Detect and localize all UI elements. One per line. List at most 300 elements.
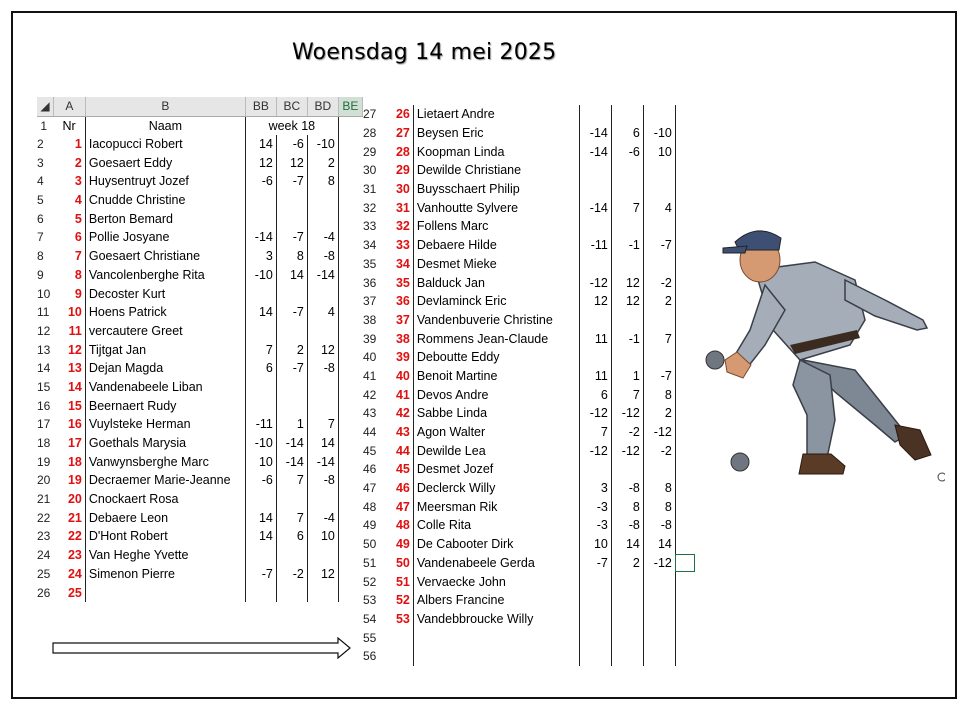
player-number[interactable]: 44	[379, 441, 413, 460]
score-bc[interactable]: -1	[611, 329, 643, 348]
player-number[interactable]: 32	[379, 217, 413, 236]
player-number[interactable]: 53	[379, 610, 413, 629]
player-name[interactable]: Balduck Jan	[413, 273, 579, 292]
player-name[interactable]: Agon Walter	[413, 423, 579, 442]
score-bb[interactable]: 14	[245, 527, 276, 546]
player-number[interactable]: 34	[379, 255, 413, 274]
row-number[interactable]: 2	[37, 137, 44, 152]
score-bd[interactable]: 4	[307, 303, 338, 322]
row-number[interactable]: 26	[37, 585, 51, 600]
row-number[interactable]: 4	[37, 174, 44, 189]
empty-cell[interactable]	[338, 228, 362, 247]
player-number[interactable]: 37	[379, 311, 413, 330]
player-name[interactable]: Vandenbuverie Christine	[413, 311, 579, 330]
score-bc[interactable]: 7	[611, 198, 643, 217]
score-bd[interactable]	[307, 191, 338, 210]
score-bb[interactable]	[245, 322, 276, 341]
row-number[interactable]: 41	[363, 368, 377, 383]
score-bc[interactable]: -7	[276, 359, 307, 378]
score-bd[interactable]	[643, 105, 675, 124]
empty-cell[interactable]	[675, 311, 695, 330]
player-name[interactable]: Goesaert Christiane	[85, 247, 245, 266]
score-bb[interactable]: -14	[579, 124, 611, 143]
empty-cell[interactable]	[675, 367, 695, 386]
player-number[interactable]: 51	[379, 572, 413, 591]
score-bc[interactable]	[611, 180, 643, 199]
player-number[interactable]: 5	[53, 209, 85, 228]
player-number[interactable]: 24	[53, 565, 85, 584]
empty-cell[interactable]	[675, 292, 695, 311]
row-number[interactable]: 12	[37, 323, 51, 338]
empty-cell[interactable]	[675, 554, 695, 573]
row-number[interactable]: 34	[363, 238, 377, 253]
player-name[interactable]: Koopman Linda	[413, 142, 579, 161]
score-bc[interactable]: 12	[611, 273, 643, 292]
empty-cell[interactable]	[675, 572, 695, 591]
empty-cell[interactable]	[338, 172, 362, 191]
score-bb[interactable]: 14	[245, 303, 276, 322]
score-bc[interactable]	[611, 105, 643, 124]
empty-cell[interactable]	[338, 266, 362, 285]
score-bb[interactable]: -10	[245, 434, 276, 453]
player-name[interactable]: Vandenabeele Liban	[85, 378, 245, 397]
player-number[interactable]: 23	[53, 546, 85, 565]
empty-cell[interactable]	[338, 303, 362, 322]
row-number[interactable]: 46	[363, 462, 377, 477]
row-number[interactable]: 53	[363, 593, 377, 608]
naam-header[interactable]: Naam	[85, 116, 245, 135]
player-name[interactable]: Follens Marc	[413, 217, 579, 236]
empty-cell[interactable]	[675, 497, 695, 516]
score-bd[interactable]: 14	[643, 535, 675, 554]
score-bb[interactable]: 12	[245, 153, 276, 172]
score-bd[interactable]: -10	[643, 124, 675, 143]
player-number[interactable]: 20	[53, 490, 85, 509]
column-header-b[interactable]: B	[85, 97, 245, 116]
score-bd[interactable]: -10	[307, 135, 338, 154]
row-number[interactable]: 32	[363, 200, 377, 215]
score-bc[interactable]: -14	[276, 434, 307, 453]
player-number[interactable]: 41	[379, 385, 413, 404]
score-bb[interactable]	[579, 161, 611, 180]
player-name[interactable]: Vuylsteke Herman	[85, 415, 245, 434]
score-bb[interactable]: 14	[245, 508, 276, 527]
score-bc[interactable]: 14	[276, 266, 307, 285]
score-bd[interactable]	[307, 546, 338, 565]
score-bc[interactable]: 6	[276, 527, 307, 546]
score-bd[interactable]	[307, 209, 338, 228]
player-name[interactable]: Dewilde Christiane	[413, 161, 579, 180]
row-number[interactable]: 15	[37, 379, 51, 394]
score-bd[interactable]: 2	[643, 292, 675, 311]
score-bb[interactable]: 7	[579, 423, 611, 442]
score-bc[interactable]: -2	[276, 565, 307, 584]
score-bd[interactable]: -12	[643, 423, 675, 442]
empty-cell[interactable]	[675, 236, 695, 255]
score-bb[interactable]	[245, 546, 276, 565]
score-bb[interactable]	[579, 217, 611, 236]
row-number[interactable]: 43	[363, 406, 377, 421]
score-bc[interactable]	[611, 311, 643, 330]
score-bd[interactable]: -14	[307, 452, 338, 471]
player-name[interactable]: Huysentruyt Jozef	[85, 172, 245, 191]
score-bd[interactable]: -4	[307, 508, 338, 527]
score-bc[interactable]: -7	[276, 228, 307, 247]
score-bb[interactable]: -10	[245, 266, 276, 285]
row-number[interactable]: 47	[363, 481, 377, 496]
player-number[interactable]: 8	[53, 266, 85, 285]
empty-cell[interactable]	[675, 535, 695, 554]
player-number[interactable]: 31	[379, 198, 413, 217]
row-number[interactable]: 14	[37, 361, 51, 376]
player-number[interactable]: 2	[53, 153, 85, 172]
empty-cell[interactable]	[675, 217, 695, 236]
player-name[interactable]	[85, 583, 245, 602]
score-bb[interactable]: -7	[245, 565, 276, 584]
score-bc[interactable]	[276, 322, 307, 341]
player-number[interactable]: 52	[379, 591, 413, 610]
player-number[interactable]: 36	[379, 292, 413, 311]
score-bc[interactable]: 6	[611, 124, 643, 143]
empty-cell[interactable]	[675, 628, 695, 647]
player-name[interactable]: Decraemer Marie-Jeanne	[85, 471, 245, 490]
row-number[interactable]: 8	[37, 249, 44, 264]
score-bc[interactable]: -1	[611, 236, 643, 255]
empty-cell[interactable]	[675, 348, 695, 367]
player-number[interactable]: 48	[379, 516, 413, 535]
score-bd[interactable]: 8	[307, 172, 338, 191]
score-bb[interactable]	[245, 378, 276, 397]
row-number[interactable]: 17	[37, 417, 51, 432]
row-number[interactable]: 38	[363, 312, 377, 327]
empty-cell[interactable]	[675, 161, 695, 180]
player-name[interactable]: Vanhoutte Sylvere	[413, 198, 579, 217]
score-bb[interactable]	[579, 610, 611, 629]
player-number[interactable]: 18	[53, 452, 85, 471]
score-bb[interactable]: -14	[245, 228, 276, 247]
empty-cell[interactable]	[338, 284, 362, 303]
row-number[interactable]: 30	[363, 163, 377, 178]
player-name[interactable]: Vancolenberghe Rita	[85, 266, 245, 285]
score-bb[interactable]	[579, 105, 611, 124]
score-bc[interactable]	[611, 591, 643, 610]
player-number[interactable]: 29	[379, 161, 413, 180]
score-bd[interactable]	[643, 348, 675, 367]
empty-cell[interactable]	[338, 322, 362, 341]
empty-cell[interactable]	[675, 423, 695, 442]
row-number[interactable]: 6	[37, 211, 44, 226]
player-number[interactable]: 12	[53, 340, 85, 359]
player-name[interactable]: Albers Francine	[413, 591, 579, 610]
score-bd[interactable]: -2	[643, 273, 675, 292]
row-number[interactable]: 49	[363, 518, 377, 533]
player-name[interactable]: Goethals Marysia	[85, 434, 245, 453]
row-number[interactable]: 28	[363, 126, 377, 141]
score-bb[interactable]	[579, 348, 611, 367]
column-header-be[interactable]: BE	[338, 97, 362, 116]
empty-cell[interactable]	[675, 124, 695, 143]
score-bc[interactable]	[276, 284, 307, 303]
player-number[interactable]: 45	[379, 460, 413, 479]
row-number[interactable]: 45	[363, 443, 377, 458]
player-number[interactable]	[379, 628, 413, 647]
score-bb[interactable]	[579, 180, 611, 199]
empty-cell[interactable]	[338, 527, 362, 546]
player-number[interactable]: 14	[53, 378, 85, 397]
player-name[interactable]: Iacopucci Robert	[85, 135, 245, 154]
player-number[interactable]: 19	[53, 471, 85, 490]
score-bb[interactable]	[579, 460, 611, 479]
empty-cell[interactable]	[338, 247, 362, 266]
row-number[interactable]: 50	[363, 537, 377, 552]
score-bb[interactable]: -12	[579, 441, 611, 460]
row-number[interactable]: 3	[37, 155, 44, 170]
empty-cell[interactable]	[338, 135, 362, 154]
row-number[interactable]: 27	[363, 107, 377, 122]
score-bd[interactable]: 4	[643, 198, 675, 217]
row-number[interactable]: 7	[37, 230, 44, 245]
score-bd[interactable]: -2	[643, 441, 675, 460]
row-number[interactable]: 19	[37, 454, 51, 469]
score-bd[interactable]	[307, 322, 338, 341]
score-bd[interactable]	[307, 583, 338, 602]
player-name[interactable]: Beysen Eric	[413, 124, 579, 143]
score-bd[interactable]: 7	[307, 415, 338, 434]
empty-cell[interactable]	[338, 153, 362, 172]
score-bd[interactable]	[643, 311, 675, 330]
row-number[interactable]: 56	[363, 649, 377, 664]
score-bc[interactable]: -8	[611, 479, 643, 498]
player-number[interactable]: 11	[53, 322, 85, 341]
player-number[interactable]: 22	[53, 527, 85, 546]
player-number[interactable]: 7	[53, 247, 85, 266]
player-name[interactable]: Rommens Jean-Claude	[413, 329, 579, 348]
player-number[interactable]: 47	[379, 497, 413, 516]
score-bd[interactable]	[643, 572, 675, 591]
score-bc[interactable]	[276, 546, 307, 565]
player-number[interactable]: 39	[379, 348, 413, 367]
empty-cell[interactable]	[338, 471, 362, 490]
player-name[interactable]: Deboutte Eddy	[413, 348, 579, 367]
player-name[interactable]: Vanwynsberghe Marc	[85, 452, 245, 471]
empty-cell[interactable]	[675, 105, 695, 124]
player-name[interactable]: Van Heghe Yvette	[85, 546, 245, 565]
score-bb[interactable]: -12	[579, 404, 611, 423]
score-bb[interactable]: 6	[245, 359, 276, 378]
score-bd[interactable]: -8	[307, 359, 338, 378]
player-number[interactable]: 25	[53, 583, 85, 602]
player-number[interactable]: 30	[379, 180, 413, 199]
score-bb[interactable]: -12	[579, 273, 611, 292]
player-name[interactable]: Simenon Pierre	[85, 565, 245, 584]
score-bc[interactable]	[611, 572, 643, 591]
score-bb[interactable]: 10	[245, 452, 276, 471]
empty-cell[interactable]	[338, 452, 362, 471]
score-bb[interactable]: -6	[245, 471, 276, 490]
score-bc[interactable]: 14	[611, 535, 643, 554]
player-name[interactable]: Debaere Leon	[85, 508, 245, 527]
player-number[interactable]: 26	[379, 105, 413, 124]
player-number[interactable]: 49	[379, 535, 413, 554]
score-bc[interactable]: -6	[611, 142, 643, 161]
column-header-bd[interactable]: BD	[307, 97, 338, 116]
row-number[interactable]: 13	[37, 342, 51, 357]
row-number[interactable]: 9	[37, 267, 44, 282]
score-bd[interactable]	[643, 591, 675, 610]
score-bd[interactable]: -7	[643, 236, 675, 255]
row-number[interactable]: 42	[363, 387, 377, 402]
score-bc[interactable]	[611, 161, 643, 180]
score-bc[interactable]	[276, 209, 307, 228]
score-bc[interactable]	[276, 191, 307, 210]
empty-cell[interactable]	[338, 415, 362, 434]
column-header-bc[interactable]: BC	[276, 97, 307, 116]
player-name[interactable]: D'Hont Robert	[85, 527, 245, 546]
score-bc[interactable]	[276, 378, 307, 397]
score-bd[interactable]	[643, 647, 675, 666]
score-bb[interactable]: 10	[579, 535, 611, 554]
score-bd[interactable]: -14	[307, 266, 338, 285]
row-number[interactable]: 36	[363, 275, 377, 290]
empty-cell[interactable]	[338, 508, 362, 527]
row-number[interactable]: 23	[37, 529, 51, 544]
row-number[interactable]: 33	[363, 219, 377, 234]
score-bb[interactable]: -3	[579, 497, 611, 516]
score-bd[interactable]: -8	[307, 247, 338, 266]
player-number[interactable]: 15	[53, 396, 85, 415]
empty-cell[interactable]	[675, 142, 695, 161]
score-bc[interactable]: 12	[611, 292, 643, 311]
player-number[interactable]: 35	[379, 273, 413, 292]
player-name[interactable]: Devos Andre	[413, 385, 579, 404]
player-name[interactable]: Buysschaert Philip	[413, 180, 579, 199]
score-bc[interactable]	[276, 396, 307, 415]
empty-cell[interactable]	[338, 209, 362, 228]
row-number[interactable]: 1	[40, 118, 48, 133]
column-header-bb[interactable]: BB	[245, 97, 276, 116]
player-number[interactable]: 21	[53, 508, 85, 527]
player-name[interactable]: Hoens Patrick	[85, 303, 245, 322]
score-bd[interactable]	[643, 255, 675, 274]
score-bc[interactable]: -7	[276, 172, 307, 191]
row-number[interactable]: 21	[37, 492, 51, 507]
row-number[interactable]: 10	[37, 286, 51, 301]
row-number[interactable]: 18	[37, 436, 51, 451]
score-bc[interactable]: 8	[611, 497, 643, 516]
score-bc[interactable]: -12	[611, 404, 643, 423]
row-number[interactable]: 22	[37, 510, 51, 525]
empty-cell[interactable]	[338, 191, 362, 210]
row-number[interactable]: 39	[363, 331, 377, 346]
score-bd[interactable]: 12	[307, 340, 338, 359]
player-number[interactable]: 1	[53, 135, 85, 154]
row-number[interactable]: 5	[37, 193, 44, 208]
player-number[interactable]: 17	[53, 434, 85, 453]
score-bb[interactable]: 3	[579, 479, 611, 498]
score-bb[interactable]: -3	[579, 516, 611, 535]
score-bb[interactable]	[579, 591, 611, 610]
score-bb[interactable]	[245, 209, 276, 228]
player-number[interactable]: 42	[379, 404, 413, 423]
empty-cell[interactable]	[675, 460, 695, 479]
row-number[interactable]: 51	[363, 555, 377, 570]
score-bb[interactable]: -11	[579, 236, 611, 255]
player-name[interactable]: Cnudde Christine	[85, 191, 245, 210]
row-number[interactable]: 16	[37, 398, 51, 413]
row-number[interactable]: 24	[37, 548, 51, 563]
score-bc[interactable]: -7	[276, 303, 307, 322]
player-number[interactable]: 3	[53, 172, 85, 191]
score-bb[interactable]	[579, 572, 611, 591]
player-name[interactable]: Desmet Jozef	[413, 460, 579, 479]
score-bc[interactable]: 7	[611, 385, 643, 404]
score-bd[interactable]: -7	[643, 367, 675, 386]
score-bd[interactable]: 10	[643, 142, 675, 161]
player-name[interactable]: Vervaecke John	[413, 572, 579, 591]
score-bd[interactable]: 8	[643, 479, 675, 498]
row-number[interactable]: 31	[363, 182, 377, 197]
player-name[interactable]: Dejan Magda	[85, 359, 245, 378]
empty-cell[interactable]	[675, 441, 695, 460]
empty-cell[interactable]	[338, 116, 362, 135]
score-bd[interactable]	[307, 490, 338, 509]
score-bd[interactable]: 2	[307, 153, 338, 172]
score-bc[interactable]	[611, 647, 643, 666]
select-all-corner[interactable]: ◢	[37, 97, 53, 116]
score-bd[interactable]: 12	[307, 565, 338, 584]
score-bd[interactable]: 2	[643, 404, 675, 423]
empty-cell[interactable]	[675, 198, 695, 217]
player-number[interactable]: 40	[379, 367, 413, 386]
score-bc[interactable]	[611, 348, 643, 367]
empty-cell[interactable]	[338, 583, 362, 602]
score-bb[interactable]	[579, 255, 611, 274]
score-bb[interactable]	[245, 284, 276, 303]
player-number[interactable]: 46	[379, 479, 413, 498]
score-bb[interactable]	[245, 396, 276, 415]
player-name[interactable]: Sabbe Linda	[413, 404, 579, 423]
player-number[interactable]: 28	[379, 142, 413, 161]
score-bc[interactable]: -6	[276, 135, 307, 154]
empty-cell[interactable]	[675, 591, 695, 610]
score-bb[interactable]	[245, 583, 276, 602]
empty-cell[interactable]	[675, 479, 695, 498]
score-bd[interactable]: 7	[643, 329, 675, 348]
row-number[interactable]: 54	[363, 611, 377, 626]
player-number[interactable]: 43	[379, 423, 413, 442]
player-number[interactable]: 10	[53, 303, 85, 322]
player-number[interactable]	[379, 647, 413, 666]
player-name[interactable]: De Cabooter Dirk	[413, 535, 579, 554]
player-name[interactable]: Berton Bemard	[85, 209, 245, 228]
score-bd[interactable]	[643, 161, 675, 180]
player-number[interactable]: 13	[53, 359, 85, 378]
empty-cell[interactable]	[338, 396, 362, 415]
player-number[interactable]: 33	[379, 236, 413, 255]
player-name[interactable]: Desmet Mieke	[413, 255, 579, 274]
score-bc[interactable]	[276, 583, 307, 602]
row-number[interactable]: 29	[363, 144, 377, 159]
player-name[interactable]	[413, 647, 579, 666]
score-bc[interactable]: 8	[276, 247, 307, 266]
score-bb[interactable]	[579, 311, 611, 330]
empty-cell[interactable]	[675, 647, 695, 666]
score-bb[interactable]	[245, 191, 276, 210]
score-bb[interactable]	[579, 628, 611, 647]
score-bd[interactable]	[643, 610, 675, 629]
week-header[interactable]: week 18	[245, 116, 338, 135]
score-bd[interactable]: -8	[643, 516, 675, 535]
